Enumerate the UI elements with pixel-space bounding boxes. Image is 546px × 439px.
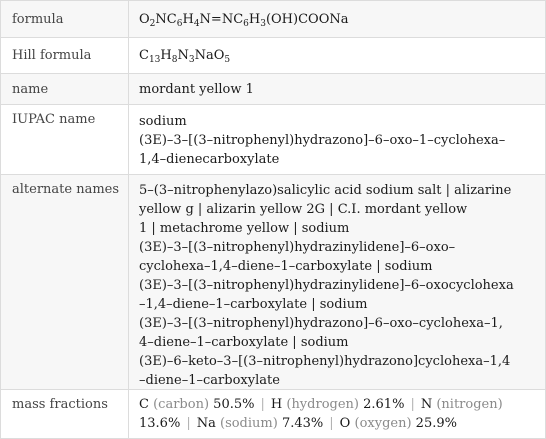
fraction-carbon: C (carbon) 50.5% [139,397,255,412]
alt-name-line: (3E)–3–[(3–nitrophenyl)hydrazinylidene]–6–oxo– [139,240,456,255]
alt-name-line: (3E)–6–keto–3–[(3–nitrophenyl)hydrazono]cyclohexa–1,4 [139,354,511,369]
formula-text: NaO [194,48,225,63]
fraction-nitrogen-value: 13.6% [139,416,181,431]
row-iupac-name [1,105,545,175]
row-mass-fractions [1,390,545,438]
hill-formula-value [129,38,545,73]
row-name [1,74,545,105]
fraction-oxygen: O (oxygen) 25.9% [339,416,457,431]
alt-name-line: –diene–1–carboxylate [139,373,280,388]
hill-formula [139,46,230,65]
formula-subscript: 6 [176,18,183,29]
row-formula [1,1,545,38]
alt-name-line: –1,4–diene–1–carboxylate | sodium [139,297,368,312]
formula-subscript: 6 [243,18,249,29]
mass-fraction-line: 13.6% | Na (sodium) 7.43% | O (oxygen) 25.9% [139,416,457,431]
formula-text: (OH)COONa [265,11,349,27]
name-value: mordant yellow 1 [139,81,254,97]
alternate-names-value [129,175,545,390]
formula-value [129,1,545,37]
formula-text: H [248,11,261,27]
row-label: Hill formula [1,38,129,73]
alt-name-line: (3E)–3–[(3–nitrophenyl)hydrazinylidene]–6–oxocyclohexa [139,278,514,293]
alt-name-line: 5–(3–nitrophenylazo)salicylic acid sodium salt | alizarine [139,183,512,198]
formula-text: N [177,48,189,63]
alt-name-line: yellow g | alizarin yellow 2G | C.I. mordant yellow [139,202,468,217]
formula-subscript: 8 [171,55,178,65]
formula-text: N=NC [199,11,244,27]
fraction-nitrogen-symbol: N (nitrogen) [420,397,503,412]
formula-subscript: 4 [193,18,200,29]
formula-text: NC [155,11,177,27]
iupac-line: sodium [139,114,187,129]
chemical-formula [139,10,348,29]
iupac-name-value [129,105,545,169]
formula-subscript: 2 [149,18,156,29]
fraction-hydrogen: H (hydrogen) 2.61% [270,397,405,412]
row-label: IUPAC name [1,105,129,174]
mass-fractions-value [129,390,545,433]
row-label: name [1,74,129,104]
row-hill-formula [1,38,545,74]
row-label: mass fractions [1,390,129,438]
iupac-line: (3E)–3–[(3–nitrophenyl)hydrazono]–6–oxo–1–cyclohexa– [139,133,506,148]
iupac-line: 1,4–dienecarboxylate [139,152,280,167]
formula-text: H [160,48,172,63]
formula-subscript: 3 [260,18,266,29]
mass-fraction-line: C (carbon) 50.5% | H (hydrogen) 2.61% | N (nitrogen) [139,397,503,412]
alt-name-line: 4–diene–1–carboxylate | sodium [139,335,349,350]
formula-subscript: 13 [148,55,161,65]
alt-name-line: (3E)–3–[(3–nitrophenyl)hydrazono]–6–oxo–cyclohexa–1, [139,316,503,331]
row-label: formula [1,1,129,37]
formula-subscript: 3 [188,55,195,65]
alt-name-line: 1 | metachrome yellow | sodium [139,221,350,236]
formula-subscript: 5 [224,55,231,65]
formula-text: H [182,11,194,27]
alt-name-line: cyclohexa–1,4–diene–1–carboxylate | sodium [139,259,433,274]
row-alternate-names [1,175,545,390]
row-label: alternate names [1,175,129,389]
fraction-sodium: Na (sodium) 7.43% [196,416,324,431]
formula-text: C [139,48,149,63]
formula-text: O [139,11,150,27]
